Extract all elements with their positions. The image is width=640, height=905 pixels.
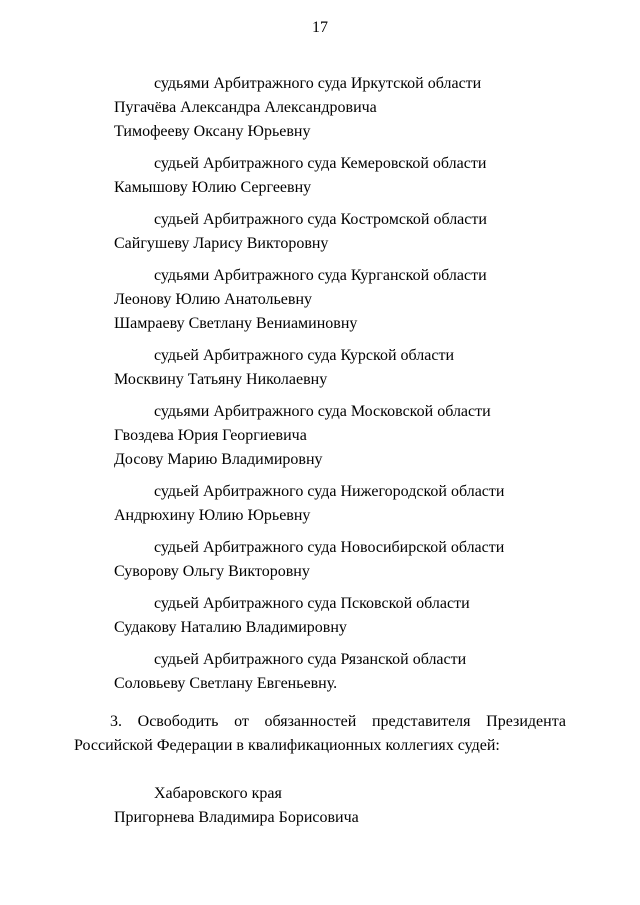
appointee-names xyxy=(74,96,566,144)
appointment-block xyxy=(74,152,566,200)
appointment-block xyxy=(74,400,566,472)
appointee-name: Судакову Наталию Владимировну xyxy=(114,619,347,636)
appointee-name: Тимофееву Оксану Юрьевну xyxy=(114,123,311,140)
appointee-name: Шамраеву Светлану Вениаминовну xyxy=(114,315,358,332)
release-name: Пригорнева Владимира Борисовича xyxy=(114,809,359,826)
appointment-header: судьями Арбитражного суда Иркутской области xyxy=(154,75,482,92)
release-paragraph: 3. Освободить от обязанностей представителя Президента Российской Федерации в квалификационных коллегиях судей: xyxy=(74,713,566,754)
appointee-names xyxy=(74,176,566,200)
appointment-block xyxy=(74,208,566,256)
appointment-header: судьей Арбитражного суда Псковской области xyxy=(154,595,470,612)
appointment-header: судьей Арбитражного суда Рязанской области xyxy=(154,651,467,668)
appointee-name: Андрюхину Юлию Юрьевну xyxy=(114,507,311,524)
appointee-name: Соловьеву Светлану Евгеньевну. xyxy=(114,675,338,692)
appointee-names xyxy=(74,368,566,392)
appointment-block xyxy=(74,264,566,336)
release-blocks xyxy=(74,782,566,830)
appointment-block xyxy=(74,592,566,640)
appointments-list xyxy=(74,72,566,696)
appointment-header: судьей Арбитражного суда Костромской области xyxy=(154,211,487,228)
appointment-block xyxy=(74,648,566,696)
appointee-name: Москвину Татьяну Николаевну xyxy=(114,371,328,388)
appointee-name: Гвоздева Юрия Георгиевича xyxy=(114,427,307,444)
page-number: 17 xyxy=(312,19,328,36)
appointee-names xyxy=(74,560,566,584)
appointment-header: судьей Арбитражного суда Нижегородской области xyxy=(154,483,505,500)
appointee-name: Досову Марию Владимировну xyxy=(114,451,323,468)
appointment-header: судьями Арбитражного суда Московской области xyxy=(154,403,491,420)
appointment-block xyxy=(74,72,566,144)
release-block xyxy=(74,782,566,830)
appointment-header: судьей Арбитражного суда Курской области xyxy=(154,347,455,364)
appointee-names xyxy=(74,288,566,336)
appointment-block xyxy=(74,344,566,392)
appointment-block xyxy=(74,536,566,584)
appointment-header: судьей Арбитражного суда Новосибирской области xyxy=(154,539,505,556)
appointee-name: Сайгушеву Ларису Викторовну xyxy=(114,235,329,252)
appointee-names xyxy=(74,672,566,696)
appointee-name: Пугачёва Александра Александровича xyxy=(114,99,377,116)
appointee-names xyxy=(74,504,566,528)
appointment-block xyxy=(74,480,566,528)
release-region-header: Хабаровского края xyxy=(154,785,282,802)
appointment-header: судьей Арбитражного суда Кемеровской области xyxy=(154,155,487,172)
appointee-name: Камышову Юлию Сергеевну xyxy=(114,179,312,196)
appointee-name: Суворову Ольгу Викторовну xyxy=(114,563,310,580)
release-names xyxy=(74,806,566,830)
appointment-header: судьями Арбитражного суда Курганской области xyxy=(154,267,487,284)
appointee-names xyxy=(74,424,566,472)
appointee-names xyxy=(74,616,566,640)
appointee-names xyxy=(74,232,566,256)
appointee-name: Леонову Юлию Анатольевну xyxy=(114,291,313,308)
